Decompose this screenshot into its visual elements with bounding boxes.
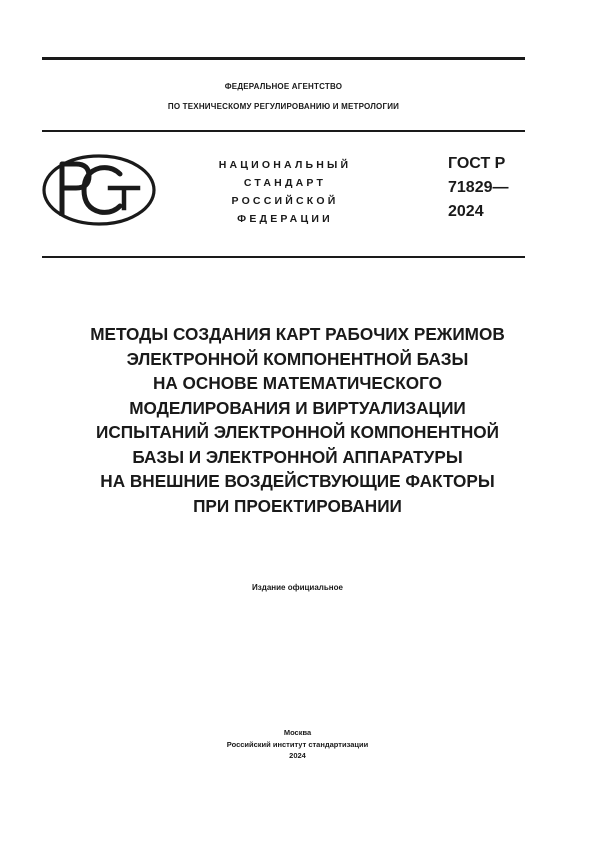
rst-emblem-icon — [42, 154, 156, 226]
title-line: НА ОСНОВЕ МАТЕМАТИЧЕСКОГО — [152, 373, 443, 393]
title-line: ЭЛЕКТРОННОЙ КОМПОНЕНТНОЙ БАЗЫ — [126, 348, 469, 369]
footer-city: Москва — [283, 728, 312, 737]
agency-name-line-2: ПО ТЕХНИЧЕСКОМУ РЕГУЛИРОВАНИЮ И МЕТРОЛОГИИ — [167, 102, 400, 111]
standard-type-line: ФЕДЕРАЦИИ — [237, 213, 333, 225]
top-rule — [42, 57, 525, 60]
footer-publisher: Российский институт стандартизации — [226, 739, 369, 749]
title-line: ИСПЫТАНИЙ ЭЛЕКТРОННОЙ КОМПОНЕНТНОЙ — [96, 422, 499, 442]
publisher-footer — [0, 727, 595, 762]
agency-name-line-1: ФЕДЕРАЛЬНОЕ АГЕНТСТВО — [224, 82, 343, 91]
rst-emblem-svg — [42, 154, 156, 226]
standard-type-block — [190, 156, 380, 228]
title-line: ПРИ ПРОЕКТИРОВАНИИ — [193, 495, 402, 516]
document-title — [30, 322, 565, 518]
standard-type-line: НАЦИОНАЛЬНЫЙ — [218, 159, 352, 171]
title-line: БАЗЫ И ЭЛЕКТРОННОЙ АППАРАТУРЫ — [132, 446, 463, 467]
designation-line: ГОСТ Р — [448, 155, 506, 172]
designation-rule — [42, 256, 525, 258]
standard-designation — [448, 152, 509, 224]
standard-type-line: РОССИЙСКОЙ — [231, 195, 339, 207]
edition-note: Издание официальное — [252, 583, 343, 592]
designation-line: 71829— — [448, 179, 509, 196]
header-rule — [42, 130, 525, 132]
title-line: МЕТОДЫ СОЗДАНИЯ КАРТ РАБОЧИХ РЕЖИМОВ — [90, 324, 505, 344]
title-line: МОДЕЛИРОВАНИЯ И ВИРТУАЛИЗАЦИИ — [129, 397, 466, 418]
footer-year: 2024 — [289, 751, 306, 760]
designation-line: 2024 — [448, 203, 484, 220]
standard-type-line: СТАНДАРТ — [243, 177, 327, 189]
title-line: НА ВНЕШНИЕ ВОЗДЕЙСТВУЮЩИЕ ФАКТОРЫ — [100, 471, 495, 491]
